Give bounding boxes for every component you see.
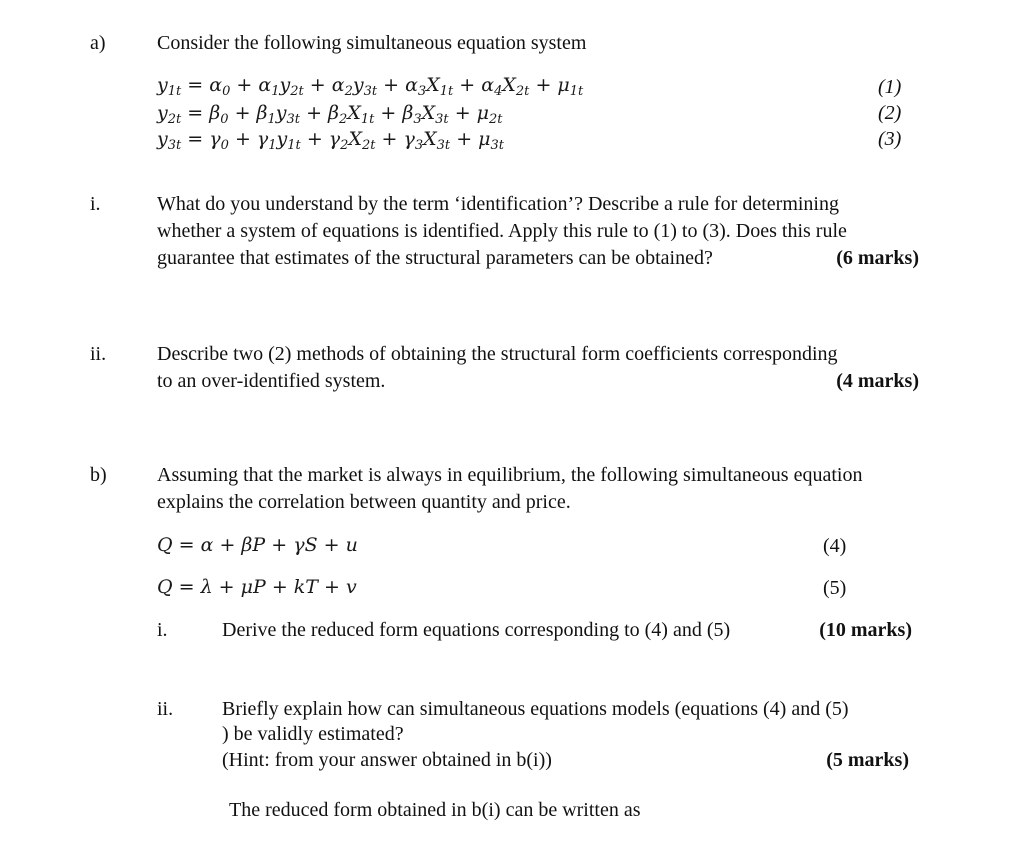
question-a-ii-line-1: Describe two (2) methods of obtaining the structural form coefficients corresponding <box>157 343 838 365</box>
equation-3: $y_{3t} = \gamma_0 + \gamma_1y_{1t} + \gamma_2X_{2t} + \gamma_3X_{3t} + \mu_{3t}$ <box>157 128 505 153</box>
equation-number-2: (2) <box>878 102 902 124</box>
equation-5: Q = λ + μP + kT + v <box>157 576 357 598</box>
question-b-ii-label: ii. <box>157 698 174 720</box>
question-a-i-marks: (6 marks) <box>836 247 919 269</box>
section-a-intro: Consider the following simultaneous equation system <box>157 32 587 54</box>
question-a-ii-marks: (4 marks) <box>836 370 919 392</box>
question-b-ii-marks: (5 marks) <box>826 749 909 771</box>
equation-number-3: (3) <box>878 128 902 150</box>
equation-2: $y_{2t} = \beta_0 + \beta_1y_{3t} + \beta_2X_{1t} + \beta_3X_{3t} + \mu_{2t}$ <box>157 102 503 127</box>
question-a-i-line-3: guarantee that estimates of the structural parameters can be obtained? <box>157 247 713 269</box>
question-b-ii-line-2: ) be validly estimated? <box>222 723 404 745</box>
question-b-ii-line-3: (Hint: from your answer obtained in b(i)) <box>222 749 552 771</box>
question-a-i-line-1: What do you understand by the term ‘identification’? Describe a rule for determining <box>157 193 839 215</box>
question-a-i-label: i. <box>90 193 101 215</box>
equation-number-4: (4) <box>823 535 847 557</box>
section-b-line-2: explains the correlation between quantity and price. <box>157 491 571 513</box>
question-a-ii-label: ii. <box>90 343 107 365</box>
question-b-ii-line-1: Briefly explain how can simultaneous equations models (equations (4) and (5) <box>222 698 849 720</box>
question-a-i-line-2: whether a system of equations is identified. Apply this rule to (1) to (3). Does this rule <box>157 220 847 242</box>
question-b-i-label: i. <box>157 619 168 641</box>
question-b-i-text: Derive the reduced form equations corresponding to (4) and (5) <box>222 619 731 641</box>
section-b-line-1: Assuming that the market is always in equilibrium, the following simultaneous equation <box>157 464 863 486</box>
equation-1: $y_{1t} = \alpha_0 + \alpha_1y_{2t} + \alpha_2y_{3t} + \alpha_3X_{1t} + \alpha_4X_{2t} + \mu_{1t}$ <box>157 74 584 99</box>
section-a-label: a) <box>90 32 106 54</box>
closing-text: The reduced form obtained in b(i) can be written as <box>229 799 641 821</box>
equation-4: Q = α + βP + γS + u <box>157 534 358 556</box>
question-a-ii-line-2: to an over-identified system. <box>157 370 386 392</box>
question-b-i-marks: (10 marks) <box>819 619 912 641</box>
equation-number-1: (1) <box>878 76 902 98</box>
equation-number-5: (5) <box>823 577 847 599</box>
section-b-label: b) <box>90 464 107 486</box>
